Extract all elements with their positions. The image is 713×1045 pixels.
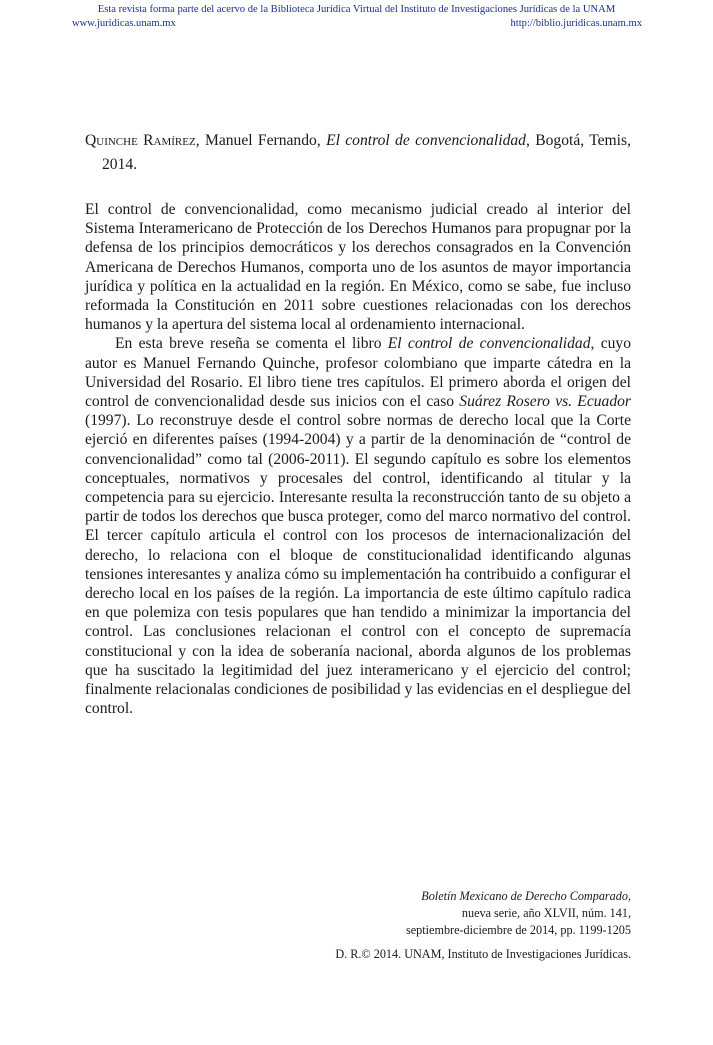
publication-info: , Bogotá, Temis, 2014. [102,132,631,173]
juridicas-link[interactable]: www.juridicas.unam.mx [72,18,176,29]
repository-notice: Esta revista forma parte del acervo de la Biblioteca Jurídica Virtual del Instituto de Investigaciones Jurídicas de la UNAM [97,4,616,15]
paragraph-review-part2: , cuyo autor es Manuel Fernando Quinche, profesor colombiano que imparte cátedra en la Universidad del Rosario. El libro tiene tres capítulos. El primero aborda el origen del control de convencionalidad desde sus inicios con el caso [85,335,632,411]
journal-line [406,888,631,905]
case-name: Suárez Rosero vs. Ecuador [459,393,631,411]
book-citation [85,129,631,176]
series-line: nueva serie, año XLVII, núm. 141, [461,905,631,920]
paragraph-review-part1: En esta breve reseña se comenta el libro [115,335,388,353]
issue-line: septiembre-diciembre de 2014, pp. 1199-1205 [406,922,631,937]
journal-reference [406,888,631,938]
biblio-link[interactable]: http://biblio.juridicas.unam.mx [510,18,642,29]
paragraph-review [85,334,631,718]
paragraph-review-part3: (1997). Lo reconstruye desde el control sobre normas de derecho local que la Corte ejerció en diferentes países (1994-2004) y a partir de la denominación de “control de convencionalidad” como tal (2006-2011). El segundo capítulo es sobre los elementos conceptuales, normativos y procesales del control, identificando al titular y la competencia para su ejercicio. Interesante resulta la reconstrucción tanto de su objeto a partir de todos los derechos que busca proteger, como del marco normativo del control. El tercer capítulo articula el control con los procesos de internacionalización del derecho, lo relaciona con el bloque de constitucionalidad identificando algunas tensiones interesantes y analiza cómo su implementación ha contribuido a configurar el derecho local en los países de la región. La importancia de este último capítulo radica en que polemiza con tesis populares que han tendido a minimizar la importancia del control. Las conclusiones relacionan el control con el concepto de supremacía constitucional y con la idea de soberanía nacional, aborda algunos de los problemas que ha suscitado la legitimidad del juez interamericano y el ejercicio del control; finalmente relacionalas condiciones de posibilidad y las evidencias en el despliegue del control. [85,412,631,718]
journal-name: Boletín Mexicano de Derecho Comparado [421,889,628,903]
review-body [85,129,631,718]
journal-comma: , [627,889,631,903]
repository-header [0,0,713,34]
copyright-notice: D. R.© 2014. UNAM, Instituto de Investigaciones Jurídicas. [335,947,631,961]
paragraph-book-title: El control de convencionalidad [387,335,591,353]
book-title: El control de convencionalidad [326,132,526,149]
author-given-name: , Manuel Fernando, [195,132,327,149]
author-surname: Quinche Ramírez [85,132,196,149]
paragraph-intro: El control de convencionalidad, como mecanismo judicial creado al interior del Sistema Interamericano de Protección de los Derechos Humanos para propugnar por la defensa de los principios democráticos y los derechos consagrados en la Convención Americana de Derechos Humanos, comporta uno de los asuntos de mayor importancia jurídica y política en la actualidad en la región. En México, como se sabe, fue incluso reformada la Constitución en 2011 sobre cuestiones relacionadas con los derechos humanos y la apertura del sistema local al ordenamiento internacional. [85,201,631,334]
